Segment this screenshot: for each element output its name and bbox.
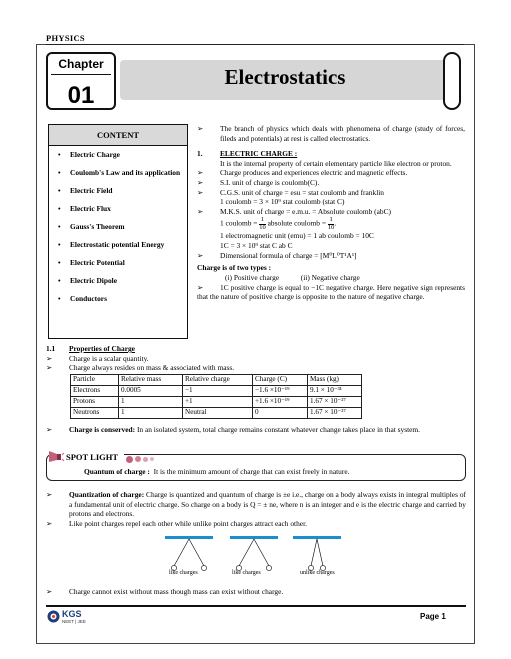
- table-header: Relative mass: [119, 374, 183, 385]
- particle-table: [70, 374, 362, 419]
- header-rule: [46, 44, 464, 45]
- content-list: [56, 150, 188, 312]
- section-title: Properties of Charge: [69, 344, 135, 353]
- content-heading: CONTENT: [49, 125, 187, 146]
- properties-section: [46, 344, 466, 435]
- charge-types-heading: Charge is of two types :: [197, 263, 272, 273]
- chapter-number: 01: [67, 82, 95, 109]
- table-row: [71, 385, 362, 396]
- table-cell: Neutrons: [71, 407, 119, 418]
- content-item[interactable]: • Coulomb's Law and its application: [56, 168, 188, 178]
- table-cell: Neutral: [183, 407, 253, 418]
- table-cell: 0: [253, 407, 308, 418]
- chapter-label: Chapter: [58, 57, 104, 71]
- support-bar: [293, 536, 341, 539]
- equation-text: 1 coulomb =: [220, 219, 258, 229]
- arrow-bullet-icon: ➢: [46, 353, 53, 363]
- repel-text: Like point charges repel each other while unlike point charges attract each other.: [69, 518, 307, 528]
- content-item[interactable]: • Electric Dipole: [56, 276, 188, 286]
- table-row: [71, 396, 362, 407]
- table-header: Mass (kg): [308, 374, 362, 385]
- spot-light-dots: [126, 454, 156, 464]
- table-cell: −1.6 ×10⁻¹⁹: [253, 385, 308, 396]
- section-number: 1.: [197, 149, 203, 158]
- quantization-bold: Quantization of charge:: [69, 490, 145, 499]
- last-point: [46, 587, 466, 597]
- point-text: S.I. unit of charge is coulomb(C).: [220, 177, 320, 187]
- diagram-label: like charges: [169, 570, 198, 576]
- content-item[interactable]: • Gauss's Theorem: [56, 222, 188, 232]
- point-text: Charge always resides on mass & associated with mass.: [69, 363, 235, 373]
- footer-rule: [46, 605, 466, 607]
- table-cell: 0.0005: [119, 385, 183, 396]
- arrow-bullet-icon: ➢: [197, 206, 204, 216]
- arrow-bullet-icon: ➢: [197, 187, 204, 197]
- content-box: [48, 124, 188, 339]
- point-text: 1C = 3 × 10⁹ stat C ab C: [220, 241, 293, 250]
- content-item[interactable]: • Electric Flux: [56, 204, 188, 214]
- table-cell: +1.6 ×10⁻¹⁹: [253, 396, 308, 407]
- table-cell: −1: [183, 385, 253, 396]
- coulomb-equation: 1 coulomb = $\frac{1}{10}$ absolute coulomb = $\frac{1}{10}$ .: [220, 216, 337, 231]
- table-header: Charge (C): [253, 374, 308, 385]
- charge-types: (i) Positive charge (ii) Negative charge: [225, 272, 360, 282]
- table-cell: +1: [183, 396, 253, 407]
- arrow-bullet-icon: ➢: [46, 587, 53, 596]
- title-bar-cap: [443, 52, 461, 110]
- arrow-bullet-icon: ➢: [197, 282, 204, 292]
- point-text: M.K.S. unit of charge = e.m.u. = Absolute coulomb (abC): [220, 206, 391, 216]
- logo-subtext: NEET | JEE: [62, 619, 86, 624]
- spot-light-content: [84, 467, 464, 477]
- point-text: 1 coulomb = 3 × 10⁹ stat coulomb (stat C): [220, 197, 345, 207]
- point-text: Dimensional formula of charge = [M⁰L⁰T¹A¹]: [220, 250, 357, 260]
- conserved-bold: Charge is conserved:: [69, 424, 136, 434]
- charge-ball: [266, 565, 271, 570]
- table-header: Particle: [71, 374, 119, 385]
- logo-text: KGS: [62, 609, 82, 619]
- content-item[interactable]: • Electric Potential: [56, 258, 188, 268]
- arrow-bullet-icon: ➢: [197, 124, 204, 133]
- equation-text: absolute coulomb =: [267, 219, 327, 229]
- point-text: 1 electromagnetic unit (emu) = 1 ab coulomb = 10C: [220, 231, 374, 241]
- quantization-paragraph: [46, 490, 466, 529]
- arrow-bullet-icon: ➢: [46, 518, 53, 528]
- section-number: 1.1: [46, 344, 56, 353]
- charge-definition: It is the internal property of certain elementary particle like electron or proton.: [220, 158, 452, 168]
- table-cell: 1: [119, 396, 183, 407]
- table-cell: 1.67 × 10⁻²⁷: [308, 396, 362, 407]
- chapter-title-bar: [120, 60, 450, 100]
- chapter-divider: [51, 74, 111, 75]
- diagram-label: unlike charges: [300, 570, 335, 576]
- charge-types-note: ➢ 1C positive charge is equal to −1C negative charge. Here negative sign represents that the nature of positive charge is opposite to the nature of negative charge.: [197, 282, 465, 302]
- section-electric-charge: [197, 149, 465, 302]
- point-text: Charge is a scalar quantity.: [69, 353, 149, 363]
- subject-heading: PHYSICS: [46, 33, 85, 43]
- last-point-text: Charge cannot exist without mass though mass can exist without charge.: [69, 587, 284, 596]
- table-row: [71, 407, 362, 418]
- conserved-text: In an isolated system, total charge remains constant whatever change takes place in that system.: [136, 424, 421, 434]
- content-item[interactable]: • Electric Charge: [56, 150, 188, 160]
- arrow-bullet-icon: ➢: [46, 363, 53, 373]
- table-cell: 1.67 × 10⁻²⁷: [308, 407, 362, 418]
- fraction: $\frac{1}{10}$: [327, 216, 335, 231]
- spot-light-text: It is the minimum amount of charge that can exist freely in nature.: [153, 467, 350, 476]
- table-cell: Protons: [71, 396, 119, 407]
- point-text: C.G.S. unit of charge = esu = stat coulomb and franklin: [220, 187, 384, 197]
- support-bar: [230, 536, 278, 539]
- table-header-row: [71, 374, 362, 385]
- content-item[interactable]: • Electrostatic potential Energy: [56, 240, 188, 250]
- content-item[interactable]: • Conductors: [56, 294, 188, 304]
- arrow-bullet-icon: ➢: [46, 424, 53, 434]
- quantization-text: Charge is quantized and quantum of charge is ±e i.e., charge on a body always exists in integral multiples of a fundamental unit of electric charge. So charge on a body is Q = ± ne, where n is an integer and e is the electric charge and carried by protons and electrons.: [69, 490, 466, 519]
- chapter-title: Electrostatics: [224, 65, 346, 89]
- spotlight-icon: [47, 448, 65, 464]
- diagram-label: like charges: [232, 570, 261, 576]
- arrow-bullet-icon: ➢: [197, 250, 204, 260]
- intro-paragraph: [197, 124, 465, 143]
- section-title: ELECTRIC CHARGE :: [220, 149, 298, 158]
- arrow-bullet-icon: ➢: [46, 490, 53, 499]
- page-number: Page 1: [420, 612, 446, 621]
- charge-ball: [201, 565, 206, 570]
- intro-text: The branch of physics which deals with phenomena of charge (study of forces, fileds and potentials) at rest is called electrostatics.: [220, 124, 465, 143]
- fraction: $\frac{1}{10}$: [259, 216, 266, 231]
- table-cell: 9.1 × 10⁻³¹: [308, 385, 362, 396]
- table-header: Relative charge: [183, 374, 253, 385]
- chapter-badge: [46, 52, 116, 110]
- arrow-bullet-icon: ➢: [197, 177, 204, 187]
- spot-light-term: Quantum of charge :: [84, 467, 150, 476]
- content-item[interactable]: • Electric Field: [56, 186, 188, 196]
- table-cell: 1: [119, 407, 183, 418]
- table-cell: Electrons: [71, 385, 119, 396]
- kgs-logo-icon: [47, 610, 60, 623]
- spot-light-label: SPOT LIGHT: [66, 452, 119, 462]
- support-bar: [165, 536, 213, 539]
- point-text: Charge produces and experiences electric and magnetic effects.: [220, 168, 408, 178]
- arrow-bullet-icon: ➢: [197, 168, 204, 178]
